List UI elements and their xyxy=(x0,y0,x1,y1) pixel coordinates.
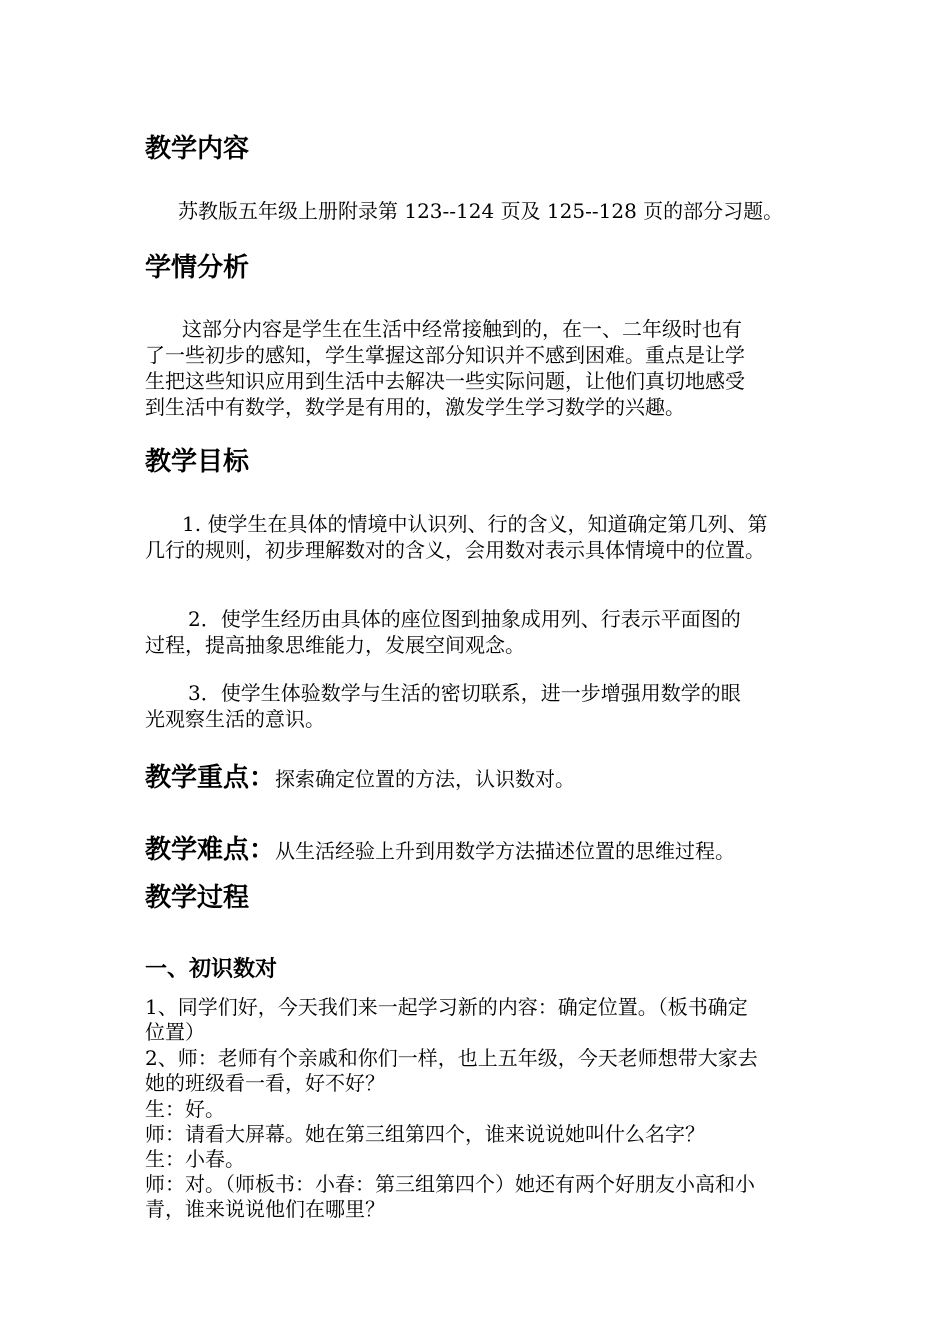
process-line-5: 生：好。 xyxy=(145,1097,225,1121)
analysis-line-3: 生把这些知识应用到生活中去解决一些实际问题，让他们真切地感受 xyxy=(145,369,745,393)
difficulty-text: 从生活经验上升到用数学方法描述位置的思维过程。 xyxy=(275,839,736,863)
difficulty-label: 教学难点： xyxy=(145,835,276,865)
process-line-9: 青，谁来说说他们在哪里？ xyxy=(145,1197,385,1221)
process-line-3: 2、师：老师有个亲戚和你们一样，也上五年级，今天老师想带大家去 xyxy=(145,1046,758,1070)
analysis-line-2: 了一些初步的感知，学生掌握这部分知识并不感到困难。重点是让学 xyxy=(145,343,745,367)
goal2-line-2: 过程，提高抽象思维能力，发展空间观念。 xyxy=(145,633,525,657)
process-line-7: 生：小春。 xyxy=(145,1147,245,1171)
content-paragraph: 苏教版五年级上册附录第 123--124 页及 125--128 页的部分习题。 xyxy=(178,199,784,223)
goal1-line-1: 1. 使学生在具体的情境中认识列、行的含义，知道确定第几列、第 xyxy=(182,512,768,536)
goal2-line-1: 2．使学生经历由具体的座位图到抽象成用列、行表示平面图的 xyxy=(188,607,741,631)
difficulty-row xyxy=(145,834,735,870)
goal1-line-2: 几行的规则，初步理解数对的含义，会用数对表示具体情境中的位置。 xyxy=(145,538,765,562)
goal3-line-1: 3．使学生体验数学与生活的密切联系，进一步增强用数学的眼 xyxy=(188,681,741,705)
part1-title: 一、初识数对 xyxy=(145,957,278,982)
process-line-2: 位置） xyxy=(145,1020,205,1044)
heading-analysis: 学情分析 xyxy=(145,253,250,283)
process-line-8: 师：对。（师板书：小春：第三组第四个）她还有两个好朋友小高和小 xyxy=(145,1172,755,1196)
goal3-line-2: 光观察生活的意识。 xyxy=(145,707,325,731)
heading-content: 教学内容 xyxy=(145,134,250,164)
heading-process: 教学过程 xyxy=(145,883,250,913)
process-line-6: 师：请看大屏幕。她在第三组第四个，谁来说说她叫什么名字？ xyxy=(145,1122,705,1146)
key-points-label: 教学重点： xyxy=(145,763,276,793)
analysis-line-1: 这部分内容是学生在生活中经常接触到的，在一、二年级时也有 xyxy=(182,317,742,341)
process-line-1: 1、同学们好，今天我们来一起学习新的内容：确定位置。（板书确定 xyxy=(145,995,748,1019)
heading-goals: 教学目标 xyxy=(145,447,250,477)
process-line-4: 她的班级看一看，好不好？ xyxy=(145,1071,385,1095)
key-points-row xyxy=(145,762,575,798)
analysis-line-4: 到生活中有数学，数学是有用的，激发学生学习数学的兴趣。 xyxy=(145,395,685,419)
key-points-text: 探索确定位置的方法，认识数对。 xyxy=(275,767,576,791)
